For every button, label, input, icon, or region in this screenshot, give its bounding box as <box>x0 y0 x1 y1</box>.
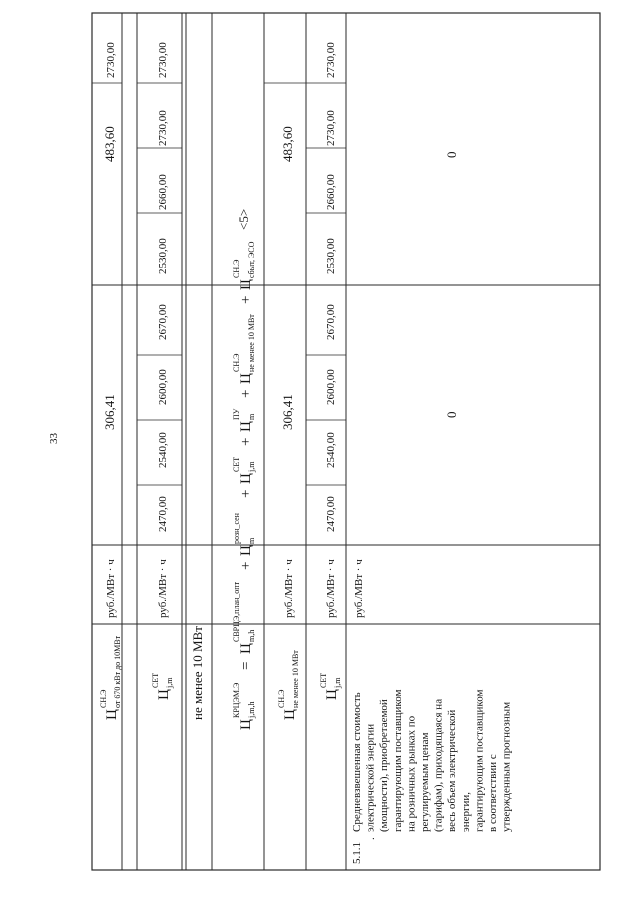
r3-symbol-sup: СН.Э <box>277 689 286 708</box>
formula-term-sub: j,m <box>247 461 256 472</box>
formula-term: Ц <box>238 279 254 290</box>
r4-value: 2670,00 <box>325 304 337 340</box>
r2-value: 2660,00 <box>157 174 169 210</box>
r5-number: 5.1.1 <box>351 842 363 864</box>
r5-description-line: электрической энергии <box>364 723 377 832</box>
r4-value: 2660,00 <box>325 174 337 210</box>
r5-description-line: утвержденным прогнозным <box>500 701 513 832</box>
formula-plus: + <box>238 489 254 498</box>
formula-term: Ц <box>238 643 254 654</box>
r2-value: 2730,00 <box>157 110 169 146</box>
r4-unit: руб./МВт · ч <box>325 559 337 618</box>
formula-term: Ц <box>238 421 254 432</box>
r5-unit: руб./МВт · ч <box>353 559 365 618</box>
r5-description-line: гарантирующим поставщиком <box>391 689 404 832</box>
r5-description-line: весь объем электрической <box>446 709 459 832</box>
r2-unit: руб./МВт · ч <box>157 559 169 618</box>
r1-value-tail: 2730,00 <box>105 42 117 78</box>
page-number: 33 <box>48 433 60 444</box>
r1-value-a: 306,41 <box>102 394 117 430</box>
r5-description-line: Средневзвешенная стоимость <box>351 692 363 832</box>
r4-symbol-sup: СЕТ <box>319 672 328 688</box>
formula-plus: + <box>238 295 254 304</box>
formula-plus: + <box>238 389 254 398</box>
r2-symbol: Ц <box>156 689 172 700</box>
r2-value: 2600,00 <box>157 369 169 405</box>
r5-description-line: регулируемым ценам <box>419 732 431 832</box>
r5-description-line: энергии, <box>459 791 472 832</box>
r5-description-line: (мощности), приобретаемой <box>378 699 391 832</box>
r2-value: 2730,00 <box>157 42 169 78</box>
r4-symbol: Ц <box>324 689 340 700</box>
formula-term: Ц <box>238 545 254 556</box>
r2-symbol-sup: СЕТ <box>151 672 160 688</box>
r2-value: 2670,00 <box>157 304 169 340</box>
formula-term-sup: розн_сен <box>232 513 241 544</box>
r1-value-b: 483,60 <box>102 126 117 162</box>
formula-term: Ц <box>238 373 254 384</box>
r2-symbol-sub: j,m <box>165 677 174 688</box>
r4-value: 2530,00 <box>325 238 337 274</box>
formula-term-sup: СЕТ <box>232 456 241 472</box>
r1-symbol-sub: от 670 кВт до 10МВт <box>113 635 122 708</box>
formula-term-sup: СН.Э <box>232 353 241 372</box>
r2-value: 2540,00 <box>157 432 169 468</box>
r5-description-line: на розничных рынках по <box>405 715 418 832</box>
formula-eq: = <box>238 661 254 670</box>
formula-term-sub: m <box>247 413 256 420</box>
formula-term: Ц <box>238 473 254 484</box>
formula-term-sup: ПУ <box>232 408 241 420</box>
formula-term-sub: m,h <box>247 629 256 642</box>
formula-plus: + <box>238 561 254 570</box>
formula-term-sup: СВРЦЭ,план_опт <box>232 581 241 642</box>
r4-symbol-sub: j,m <box>333 677 342 688</box>
r4-value: 2730,00 <box>325 42 337 78</box>
formula-term-sub: m <box>247 537 256 544</box>
r5-description-line: (тарифам), приходящаяся на <box>432 698 445 832</box>
formula-lhs-sup: КРЦЭМ.Э <box>232 682 241 718</box>
r2-value: 2470,00 <box>157 496 169 532</box>
r5-description-line: гарантирующим поставщиком <box>473 689 486 832</box>
r4-value: 2730,00 <box>325 110 337 146</box>
r3-unit: руб./МВт · ч <box>283 559 295 618</box>
r4-value: 2540,00 <box>325 432 337 468</box>
r5-value-a: 0 <box>444 411 459 418</box>
r3-symbol: Ц <box>282 709 298 720</box>
r1-unit: руб./МВт · ч <box>105 559 117 618</box>
formula-footnote: <5> <box>236 208 251 230</box>
r5-description <box>351 690 513 832</box>
r3-symbol-sub: не менее 10 МВт <box>291 650 300 708</box>
formula-lhs-sub: j,m,h <box>247 701 256 718</box>
formula-lhs: Ц <box>238 719 254 730</box>
r3-value-a: 306,41 <box>280 394 295 430</box>
r5-description-line: в соответствии с <box>487 754 499 832</box>
r1-symbol: Ц <box>104 709 120 720</box>
formula-term-sub: сбыт, ЭСО <box>247 241 256 278</box>
r4-value: 2600,00 <box>325 369 337 405</box>
section-label: не менее 10 МВт <box>190 626 205 720</box>
r5-value-b: 0 <box>444 151 459 158</box>
r3-value-b: 483,60 <box>280 126 295 162</box>
formula-term-sup: СН.Э <box>232 259 241 278</box>
r4-value: 2470,00 <box>325 496 337 532</box>
r2-value: 2530,00 <box>157 238 169 274</box>
r5-number-tail: . <box>365 837 377 840</box>
formula-term-sub: не менее 10 МВт <box>247 314 256 372</box>
formula-plus: + <box>238 437 254 446</box>
r1-symbol-sup: СН.Э <box>99 689 108 708</box>
